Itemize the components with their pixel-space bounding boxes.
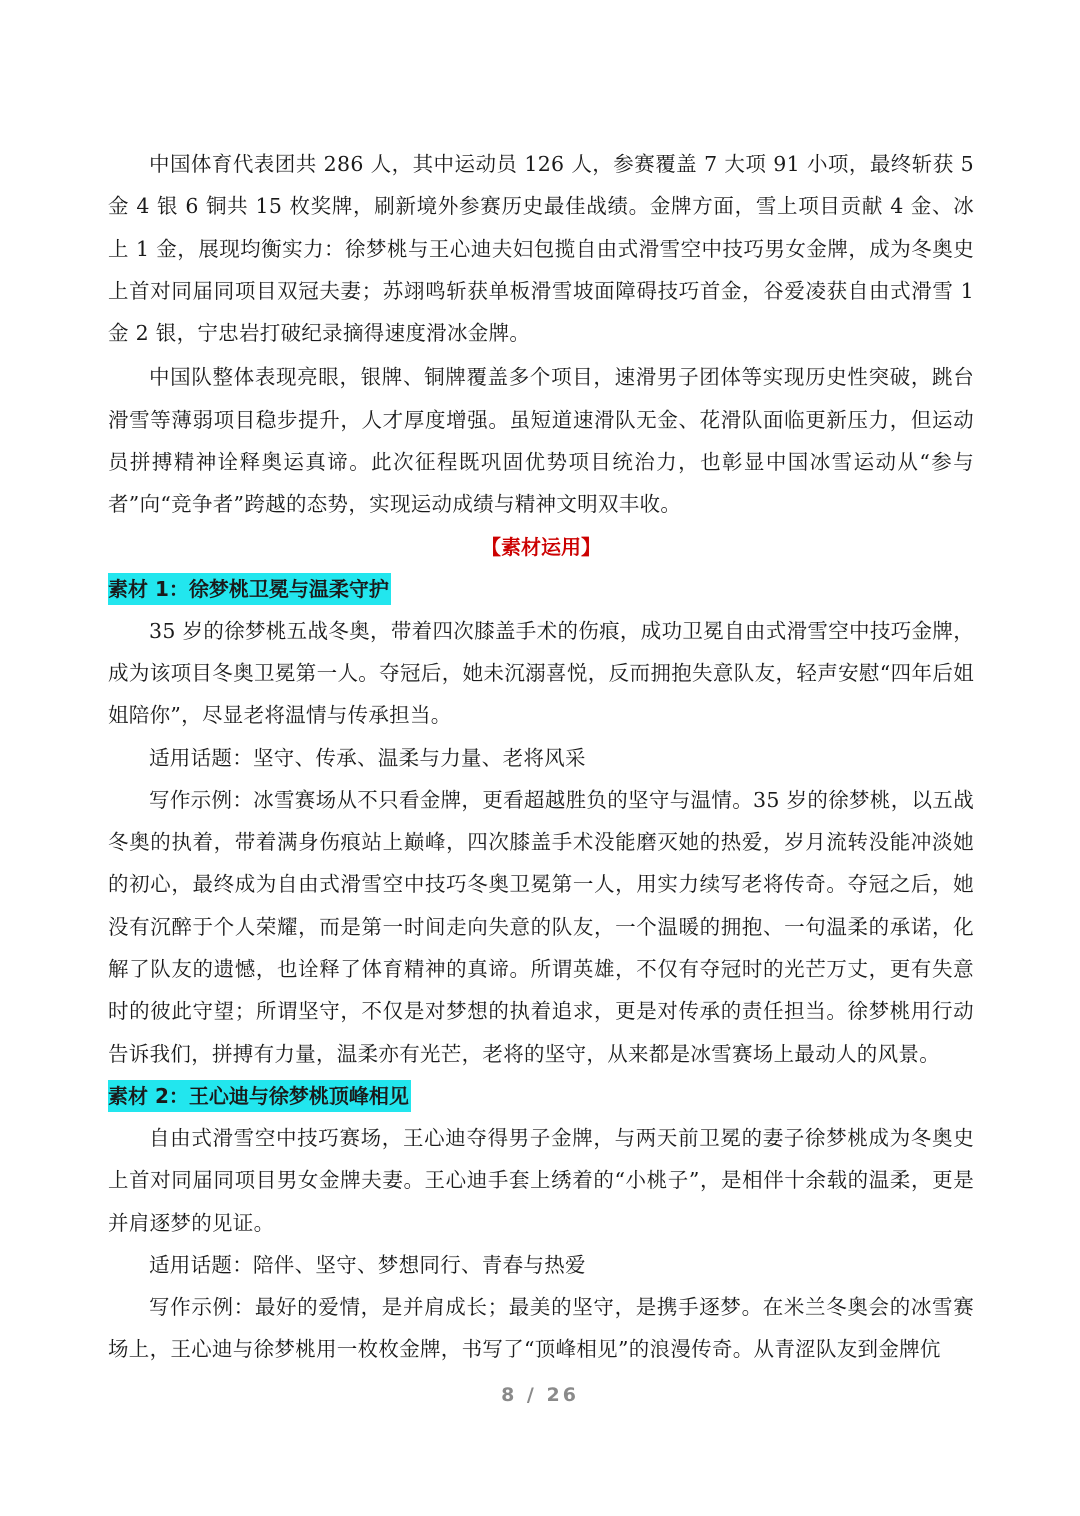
material-1-example: 写作示例：冰雪赛场从不只看金牌，更看超越胜负的坚守与温情。35 岁的徐梦桃，以五战冬奥的执着，带着满身伤痕站上巅峰，四次膝盖手术没能磨灭她的热爱，岁月流转没能冲淡她的初心，最终成为自由式滑雪空中技巧冬奥卫冕第一人，用实力续写老将传奇。夺冠之后，她没有沉醉于个人荣耀，而是第一时间走向失意的队友，一个温暖的拥抱、一句温柔的承诺，化解了队友的遗憾，也诠释了体育精神的真谛。所谓英雄，不仅有夺冠时的光芒万丈，更有失意时的彼此守望；所谓坚守，不仅是对梦想的执着追求，更是对传承的责任担当。徐梦桃用行动告诉我们，拼搏有力量，温柔亦有光芒，老将的坚守，从来都是冰雪赛场上最动人的风景。 [108, 787, 974, 1066]
material-1-story: 35 岁的徐梦桃五战冬奥，带着四次膝盖手术的伤痕，成功卫冕自由式滑雪空中技巧金牌，成为该项目冬奥卫冕第一人。夺冠后，她未沉溺喜悦，反而拥抱失意队友，轻声安慰“四年后姐姐陪你”，尽显老将温情与传承担当。 [108, 618, 974, 728]
material-block-2 [108, 1075, 974, 1371]
material-block-1 [108, 568, 974, 1075]
section-title: 【素材运用】 [481, 534, 601, 559]
material-2-topics: 适用话题：陪伴、坚守、梦想同行、青春与热爱 [149, 1252, 586, 1277]
intro-paragraph-1: 中国体育代表团共 286 人，其中运动员 126 人，参赛覆盖 7 大项 91 小项，最终斩获 5 金 4 银 6 铜共 15 枚奖牌，刷新境外参赛历史最佳战绩。金牌方面，雪上项目贡献 4 金、冰上 1 金，展现均衡实力：徐梦桃与王心迪夫妇包揽自由式滑雪空中技巧男女金牌，成为冬奥史上首对同届同项目双冠夫妻；苏翊鸣斩获单板滑雪坡面障碍技巧首金，谷爱凌获自由式滑雪 1 金 2 银，宁忠岩打破纪录摘得速度滑冰金牌。 [108, 152, 974, 346]
material-title-1-highlight: 素材 1：徐梦桃卫冕与温柔守护 [108, 573, 391, 605]
page-content [108, 143, 974, 1371]
material-title-1 [108, 568, 974, 610]
intro-paragraph-2: 中国队整体表现亮眼，银牌、铜牌覆盖多个项目，速滑男子团体等实现历史性突破，跳台滑雪等薄弱项目稳步提升，人才厚度增强。虽短道速滑队无金、花滑队面临更新压力，但运动员拼搏精神诠释奥运真谛。此次征程既巩固优势项目统治力，也彰显中国冰雪运动从“参与者”向“竞争者”跨越的态势，实现运动成绩与精神文明双丰收。 [108, 365, 974, 517]
material-1-topics: 适用话题：坚守、传承、温柔与力量、老将风采 [149, 745, 586, 770]
material-2-example: 写作示例：最好的爱情，是并肩成长；最美的坚守，是携手逐梦。在米兰冬奥会的冰雪赛场上，王心迪与徐梦桃用一枚枚金牌，书写了“顶峰相见”的浪漫传奇。从青涩队友到金牌伉 [108, 1295, 974, 1362]
material-2-story: 自由式滑雪空中技巧赛场，王心迪夺得男子金牌，与两天前卫冕的妻子徐梦桃成为冬奥史上首对同届同项目男女金牌夫妻。王心迪手套上绣着的“小桃子”，是相伴十余载的温柔，更是并肩逐梦的见证。 [108, 1125, 974, 1235]
material-title-2-highlight: 素材 2：王心迪与徐梦桃顶峰相见 [108, 1080, 411, 1112]
page-number: 8 / 26 [501, 1384, 579, 1406]
material-title-2 [108, 1075, 974, 1117]
